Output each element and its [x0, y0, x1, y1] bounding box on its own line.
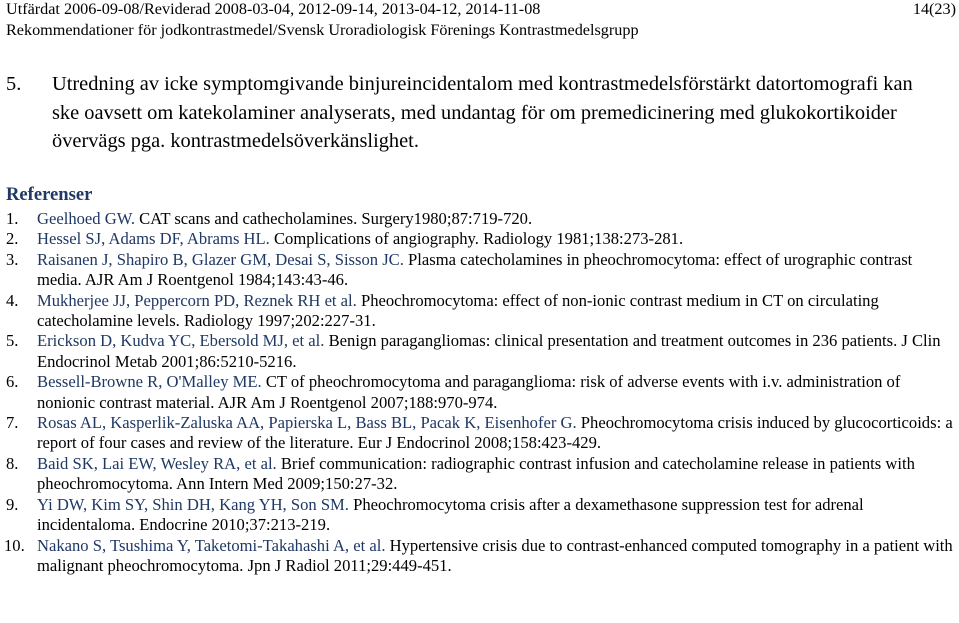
reference-number: 10. — [4, 535, 25, 555]
reference-item — [6, 291, 956, 332]
reference-number: 3. — [6, 249, 19, 269]
reference-details: Plasma catecholamines in pheochromocytoma: effect of urographic contrast media. AJR Am J Roentgenol 1984;143:43-46. — [37, 249, 913, 290]
organization-line: Rekommendationer för jodkontrastmedel/Svensk Uroradiologisk Förenings Kontrastmedelsgrupp — [6, 21, 639, 39]
recommendation-number: 5. — [6, 73, 22, 95]
reference-item — [6, 250, 956, 291]
reference-authors: Hessel SJ, Adams DF, Abrams HL. — [37, 229, 270, 249]
reference-list — [6, 209, 956, 576]
reference-authors: Erickson D, Kudva YC, Ebersold MJ, et al. — [37, 331, 325, 351]
reference-authors: Rosas AL, Kasperlik-Zaluska AA, Papierska L, Bass BL, Pacak K, Eisenhofer G. — [37, 413, 577, 433]
reference-item — [6, 454, 956, 495]
recommendation-text: Utredning av icke symptomgivande binjureincidentalom med kontrastmedelsförstärkt datortomografi kan ske oavsett om katekolaminer analyserats, med undantag för om premedicinering med glukokortikoider övervägs pga. kontrastmedelsöverkänslighet. — [52, 73, 913, 152]
reference-details: Pheochromocytoma crisis after a dexamethasone suppression test for adrenal incidentaloma. Endocrine 2010;37:213-219. — [37, 494, 864, 535]
reference-item — [6, 209, 956, 229]
reference-number: 9. — [6, 494, 19, 514]
reference-item — [6, 229, 956, 249]
reference-details: Pheochromocytoma: effect of non-ionic contrast medium in CT on circulating catecholamine levels. Radiology 1997;202:227-31. — [37, 290, 879, 331]
reference-item — [6, 413, 956, 454]
reference-details: Hypertensive crisis due to contrast-enhanced computed tomography in a patient with malignant pheochromocytoma. Jpn J Radiol 2011;29:449-451. — [37, 535, 953, 575]
reference-details: Brief communication: radiographic contrast infusion and catecholamine release in patients with pheochromocytoma. Ann Intern Med 2009;150:27-32. — [37, 453, 915, 494]
reference-number: 1. — [6, 209, 19, 228]
reference-number: 4. — [6, 290, 19, 310]
reference-number: 5. — [6, 331, 19, 351]
reference-number: 8. — [6, 453, 19, 473]
revision-dates: Utfärdat 2006-09-08/Reviderad 2008-03-04, 2012-09-14, 2013-04-12, 2014-11-08 — [6, 0, 541, 18]
reference-authors: Nakano S, Tsushima Y, Taketomi-Takahashi A, et al. — [37, 535, 386, 555]
reference-details: CAT scans and cathecholamines. Surgery1980;87:719-720. — [135, 209, 533, 228]
reference-item — [6, 495, 956, 536]
reference-item — [6, 372, 956, 413]
references-heading: Referenser — [6, 184, 93, 205]
reference-number: 6. — [6, 372, 19, 392]
reference-item — [6, 331, 956, 372]
reference-authors: Mukherjee JJ, Peppercorn PD, Reznek RH et al. — [37, 290, 357, 310]
reference-authors: Baid SK, Lai EW, Wesley RA, et al. — [37, 453, 277, 473]
reference-number: 2. — [6, 229, 19, 249]
reference-number: 7. — [6, 413, 19, 433]
reference-authors: Geelhoed GW. — [37, 209, 135, 228]
reference-details: CT of pheochromocytoma and paraganglioma: risk of adverse events with i.v. administration of nonionic contrast material. AJR Am J Roentgenol 2007;188:970-974. — [37, 372, 901, 412]
reference-authors: Yi DW, Kim SY, Shin DH, Kang YH, Son SM. — [37, 494, 349, 514]
reference-details: Benign paragangliomas: clinical presentation and treatment outcomes in 236 patients. J Clin Endocrinol Metab 2001;86:5210-5216. — [37, 331, 941, 371]
reference-details: Complications of angiography. Radiology 1981;138:273-281. — [269, 229, 684, 249]
reference-details: Pheochromocytoma crisis induced by glucocorticoids: a report of four cases and review of the literature. Eur J Endocrinol 2008;158:423-429. — [37, 413, 953, 453]
reference-authors: Bessell-Browne R, O'Malley ME. — [37, 372, 262, 392]
reference-authors: Raisanen J, Shapiro B, Glazer GM, Desai S, Sisson JC. — [37, 249, 404, 269]
page-number: 14(23) — [912, 0, 956, 18]
reference-item — [6, 536, 956, 577]
